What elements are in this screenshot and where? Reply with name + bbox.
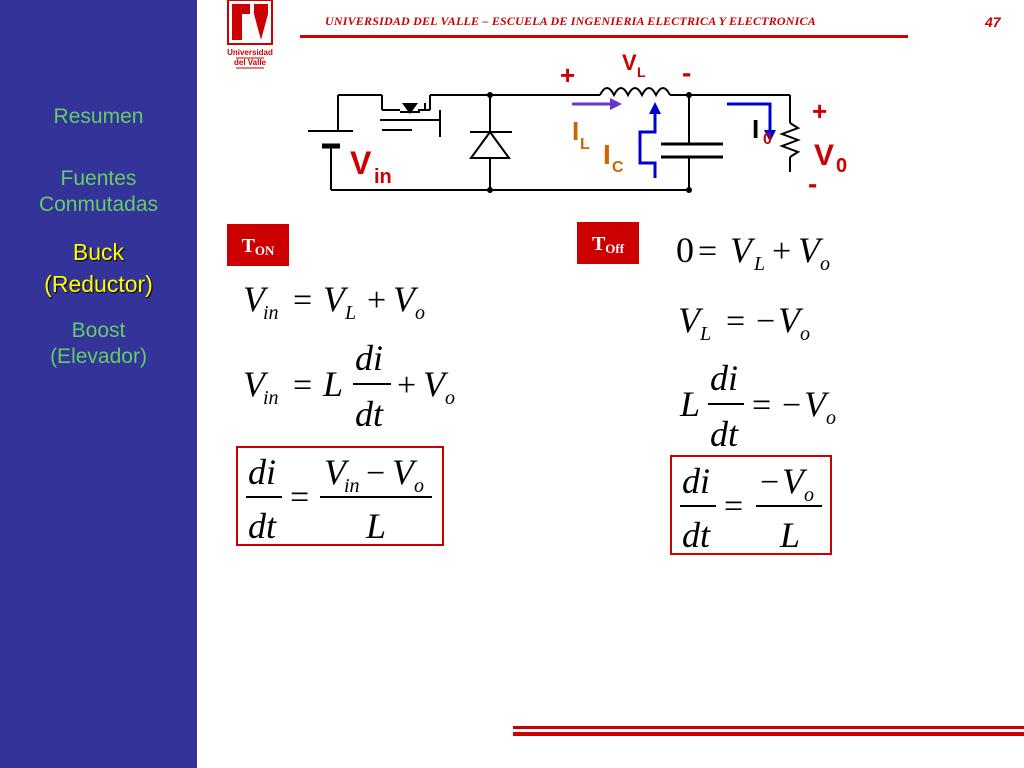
svg-text:V: V xyxy=(678,300,700,340)
vl-plus: + xyxy=(560,60,576,90)
svg-text:di: di xyxy=(682,461,711,501)
io-label: I xyxy=(752,114,760,144)
svg-text:in: in xyxy=(263,387,279,409)
svg-text:dt: dt xyxy=(355,394,384,434)
logo-text-1: Universidad xyxy=(227,48,273,57)
header-rule xyxy=(300,35,908,38)
sidebar-item-label: Fuentes xyxy=(60,167,137,190)
header-title: UNIVERSIDAD DEL VALLE – ESCUELA DE INGENIERIA ELECTRICA Y ELECTRONICA xyxy=(325,14,816,28)
vl-minus: - xyxy=(682,57,692,88)
svg-text:=: = xyxy=(698,233,718,270)
il-label: I xyxy=(572,116,580,146)
svg-text:V: V xyxy=(798,230,820,270)
svg-text:=: = xyxy=(290,479,310,516)
svg-text:=: = xyxy=(726,303,746,340)
svg-text:=: = xyxy=(752,387,772,424)
ton-label: T xyxy=(241,235,255,257)
vl-label-sub: L xyxy=(637,64,646,80)
svg-text:L: L xyxy=(700,323,712,345)
svg-text:o: o xyxy=(804,484,814,506)
sidebar-item-buck[interactable] xyxy=(0,236,197,300)
page-number: 47 xyxy=(985,14,1001,30)
svg-text:L: L xyxy=(366,506,387,546)
svg-text:dt: dt xyxy=(710,414,739,453)
svg-text:+: + xyxy=(367,282,387,319)
vo-minus: - xyxy=(808,168,818,199)
svg-text:V: V xyxy=(393,279,415,319)
svg-text:=: = xyxy=(293,367,313,404)
svg-text:V: V xyxy=(804,384,826,424)
svg-text:L: L xyxy=(754,253,766,275)
svg-text:in: in xyxy=(263,302,279,324)
toff-tag xyxy=(577,222,639,264)
svg-text:V: V xyxy=(243,364,265,404)
sidebar-item-label: (Reductor) xyxy=(44,271,153,297)
svg-text:+: + xyxy=(397,367,417,404)
svg-text:=: = xyxy=(724,488,744,525)
logo-text-2: del Valle xyxy=(233,58,267,67)
il-label-sub: L xyxy=(580,136,590,153)
toff-equation-3 xyxy=(668,358,848,453)
svg-text:di: di xyxy=(710,358,739,398)
sidebar-item-fuentes-conmutadas[interactable] xyxy=(0,166,197,218)
footer-rule-top xyxy=(513,726,1024,729)
toff-sub: Off xyxy=(605,241,625,256)
svg-text:o: o xyxy=(445,387,455,409)
svg-text:−: − xyxy=(756,303,776,340)
svg-text:−: − xyxy=(760,464,780,501)
svg-text:o: o xyxy=(415,302,425,324)
university-logo xyxy=(224,0,276,70)
svg-text:o: o xyxy=(826,407,836,429)
svg-text:−: − xyxy=(366,455,386,492)
svg-text:V: V xyxy=(730,230,752,270)
svg-text:V: V xyxy=(423,364,445,404)
sidebar-item-resumen[interactable] xyxy=(0,104,197,130)
ton-tag xyxy=(227,224,289,266)
ic-label: I xyxy=(603,139,611,170)
ton-sub: ON xyxy=(254,243,275,258)
sidebar-item-label: (Elevador) xyxy=(50,345,147,368)
toff-label: T xyxy=(591,233,606,255)
svg-text:L: L xyxy=(680,384,701,424)
svg-text:V: V xyxy=(782,461,804,501)
svg-text:V: V xyxy=(324,452,346,492)
svg-text:o: o xyxy=(800,323,810,345)
svg-text:o: o xyxy=(820,253,830,275)
vo-plus: + xyxy=(812,96,828,126)
io-label-sub: 0 xyxy=(763,131,772,148)
svg-text:dt: dt xyxy=(682,515,711,555)
svg-text:dt: dt xyxy=(248,506,277,546)
footer-rule-bottom xyxy=(513,732,1024,736)
ton-equation-2 xyxy=(225,338,495,438)
svg-text:o: o xyxy=(414,475,424,497)
svg-text:−: − xyxy=(782,387,802,424)
vo-label-sub: 0 xyxy=(836,155,848,177)
toff-equation-1 xyxy=(668,222,858,277)
vo-label: V xyxy=(814,139,835,172)
svg-text:V: V xyxy=(392,452,414,492)
ton-result-box xyxy=(236,446,444,546)
svg-text:V: V xyxy=(323,279,345,319)
svg-text:0: 0 xyxy=(676,230,694,270)
sidebar xyxy=(0,0,197,768)
vin-label: V xyxy=(350,145,372,181)
ton-equation-1 xyxy=(225,275,485,325)
svg-text:di: di xyxy=(248,452,277,492)
svg-text:L: L xyxy=(345,302,357,324)
svg-text:V: V xyxy=(243,279,265,319)
svg-text:in: in xyxy=(344,475,360,497)
svg-text:L: L xyxy=(780,515,801,555)
svg-text:L: L xyxy=(323,364,344,404)
ic-label-sub: C xyxy=(612,159,624,176)
vl-label: V xyxy=(622,50,637,75)
sidebar-item-boost[interactable] xyxy=(0,318,197,370)
svg-text:=: = xyxy=(293,282,313,319)
vin-label-sub: in xyxy=(374,166,392,188)
toff-result-box xyxy=(670,455,832,555)
sidebar-item-label: Boost xyxy=(71,319,126,342)
svg-text:V: V xyxy=(778,300,800,340)
svg-text:di: di xyxy=(355,338,384,378)
svg-text:+: + xyxy=(772,233,792,270)
sidebar-item-label: Resumen xyxy=(53,105,144,128)
sidebar-item-label: Conmutadas xyxy=(38,193,159,216)
toff-equation-2 xyxy=(668,292,828,347)
buck-circuit-diagram xyxy=(296,45,876,205)
sidebar-item-label: Buck xyxy=(72,239,125,265)
